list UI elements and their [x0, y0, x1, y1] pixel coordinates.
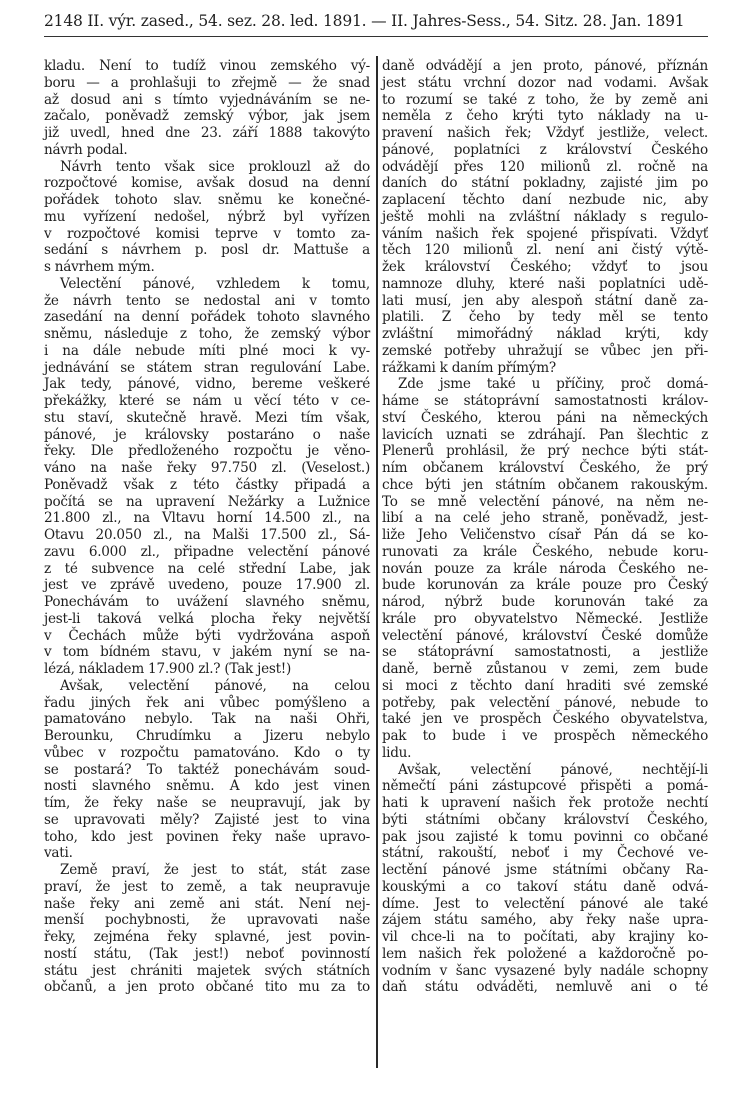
text-line: Velectění pánové, vzhledem k tomu,: [60, 275, 370, 292]
text-line: státní, rakouští, neboť i my Čechové ve-: [382, 845, 708, 862]
text-line: ností státu, (Tak jest!) neboť povinností: [44, 945, 370, 962]
text-line: Avšak, velectění pánové, na celou: [60, 677, 370, 694]
text-line: Berounku, Chrudímku a Jizeru nebylo: [44, 728, 370, 744]
text-line: v tom bídném stavu, v jakém nyní se na-: [44, 644, 370, 661]
text-line: Jak tedy, pánové, vidno, bereme veškeré: [44, 376, 370, 393]
text-line: háme se státoprávní samostatnosti králov-: [382, 393, 708, 409]
text-line: pak jsou zajisté k tomu povinni co občané: [382, 828, 708, 845]
text-line: namnoze dluhy, které naši poplatníci udě-: [382, 275, 708, 292]
text-line: chce býti jen státním občanem rakouským.: [382, 476, 708, 493]
text-line: již uvedl, hned dne 23. září 1888 takovýto: [44, 125, 370, 141]
text-line: neměla z čeho krýti tyto náklady na u-: [382, 108, 708, 125]
text-line: žek království Českého; vždyť to jsou: [382, 259, 708, 275]
text-line: Plenerů prohlásil, že prý nechce býti stát-: [382, 443, 708, 460]
text-line: daně odvádějí a jen proto, pánové, příznán: [382, 58, 708, 74]
text-line: naše řeky ani země ani stát. Není nej-: [44, 895, 370, 912]
text-line: řadu jiných řek ani vůbec pomýšleno a: [44, 694, 370, 711]
text-line: velectění pánové, království České domůže: [382, 627, 708, 644]
text-line: toho, kdo jest povinen řeky naše upravo-: [44, 828, 370, 845]
text-line: zájem státu samého, aby řeky naše upra-: [382, 912, 708, 929]
text-line: jednávání se státem stran regulování Labe.: [44, 359, 370, 376]
text-line: se státoprávní samostatnosti, a jestliže: [382, 644, 708, 661]
text-line: potřeby, pak velectění pánové, nebude to: [382, 694, 708, 711]
text-line: sedání s návrhem p. posl dr. Mattuše a: [44, 242, 370, 259]
text-line: zemské potřeby uhražují se vůbec jen při-: [382, 342, 708, 359]
right-column: [382, 58, 708, 996]
text-line: překážky, které se nám u věcí této v ce-: [44, 393, 370, 409]
text-line: Ponechávám to uvážení slavného sněmu,: [44, 594, 370, 610]
text-line: Návrh tento však sice proklouzl až do: [60, 158, 370, 175]
text-line: počítá se na upravení Nežárky a Lužnice: [44, 493, 370, 510]
text-line: rážkami k daním přímým?: [382, 359, 556, 376]
text-line: libí a na celé jeho straně, poněvadž, jest-: [382, 510, 708, 527]
text-line: si moci z těchto daní hraditi své zemské: [382, 677, 708, 694]
text-line: Země praví, že jest to stát, stát zase: [60, 862, 370, 878]
text-line: vati.: [44, 845, 73, 862]
text-line: také jen ve prospěch Českého obyvatelstva,: [382, 711, 708, 728]
text-line: jest ve zprávě uvedeno, pouze 17.900 zl.: [44, 577, 370, 594]
text-line: zasedání na denní pořádek tohoto slavného: [44, 309, 370, 326]
text-line: ním občanem království Českého, že prý: [382, 460, 708, 476]
text-line: zaplacení těchto daní nezbude nic, aby: [382, 192, 708, 208]
text-line: zvláštní mimořádný náklad krýti, kdy: [382, 326, 708, 342]
text-line: menší pochybnosti, že upravovati naše: [44, 912, 370, 929]
text-line: řeky. Dle předloženého rozpočtu je věno-: [44, 443, 370, 460]
text-line: bude korunován za krále pouze pro Český: [382, 577, 708, 594]
text-line: až dosud ani s tímto vyjednáváním se ne-: [44, 91, 370, 108]
text-line: váno na naše řeky 97.750 zl. (Veselost.): [44, 460, 370, 476]
column-divider: [376, 56, 378, 1068]
text-line: zavu 6.000 zl., připadne velectění pánové: [44, 543, 370, 560]
text-line: z té subvence na celé střední Labe, jak: [44, 560, 370, 577]
text-line: pánové, je královsky postaráno o naše: [44, 426, 370, 443]
header-czech: 2148 II. výr. zased., 54. sez. 28. led. 1891.: [44, 12, 367, 30]
text-line: návrh podal.: [44, 141, 128, 158]
left-column: [44, 58, 370, 996]
text-line: lézá, nákladem 17.900 zl.? (Tak jest!): [44, 661, 292, 677]
text-line: státu jest chrániti majetek svých státních: [44, 962, 370, 979]
text-line: jest státu vrchní dozor nad vodami. Avšak: [382, 74, 708, 91]
text-line: díme. Jest to velectění pánové ale také: [382, 895, 708, 912]
text-line: se postará? To taktéž ponechávám soud-: [44, 761, 370, 778]
text-line: lavicích uznati se zdráhají. Pan šlechtic z: [382, 426, 708, 443]
text-line: nován pouze za krále národa Českého ne-: [382, 560, 708, 577]
text-line: odvádějí přes 120 milionů zl. ročně na: [382, 158, 708, 175]
text-line: daň státu odváděti, nemluvě ani o té: [382, 979, 708, 996]
text-line: těch 120 milionů zl. není ani čistý výtě-: [382, 242, 708, 259]
text-line: mu vyřízení nedošel, nýbrž byl vyřízen: [44, 208, 370, 225]
text-line: ství Českého, kterou páni na německých: [382, 409, 708, 426]
text-line: vodním v šanc vysazené byly nadále schopny: [382, 962, 708, 979]
text-line: liže Jeho Veličenstvo císař Pán dá se ko-: [382, 527, 708, 543]
text-line: Avšak, velectění pánové, nechtějí-li: [398, 761, 708, 778]
text-line: lem našich řek položené a každoročně po-: [382, 945, 708, 962]
text-line: pak to bude i ve prospěch německého: [382, 728, 708, 744]
text-line: pravení našich řek; Vždyť jestliže, velect.: [382, 125, 708, 141]
text-line: pamatováno nebylo. Tak na naši Ohři,: [44, 711, 370, 728]
text-line: pořádek tohoto slav. sněmu ke konečné-: [44, 192, 370, 208]
text-line: se upravovati měly? Zajisté jest to vina: [44, 811, 370, 828]
text-line: vil chce-li na to počítati, aby krajiny ko-: [382, 929, 708, 945]
text-line: hati k upravení našich řek protože nechtí: [382, 795, 708, 811]
text-line: občanů, a jen proto občané tito mu za to: [44, 979, 370, 996]
text-line: začalo, poněvadž zemský výbor, jak jsem: [44, 108, 370, 125]
text-line: němečtí páni zástupcové přispěti a pomá-: [382, 778, 708, 795]
text-line: boru — a prohlašuji to zřejmě — že snad: [44, 74, 370, 91]
text-line: lectění pánové jsme státními občany Ra-: [382, 862, 708, 878]
text-line: v Čechách může býti vydržována aspoň: [44, 627, 370, 644]
header-german: II. Jahres-Sess., 54. Sitz. 28. Jan. 1891: [391, 12, 685, 30]
text-line: váním našich řek spojené přispívati. Vždyť: [382, 225, 708, 242]
text-line: kouskými a co takoví státu daně odvá-: [382, 878, 708, 895]
text-line: praví, že jest to země, a tak neupravuje: [44, 878, 370, 895]
text-line: krále pro obyvatelstvo Německé. Jestliže: [382, 610, 708, 627]
text-line: platili. Z čeho by tedy měl se tento: [382, 309, 708, 326]
text-line: i na dále nebude míti plné moci k vy-: [44, 342, 370, 359]
header-separator: —: [371, 12, 387, 30]
text-line: řeky, zejména řeky splavné, jest povin-: [44, 929, 370, 945]
text-line: stu staví, skutečně hravě. Mezi tím však,: [44, 409, 370, 426]
text-line: 21.800 zl., na Vltavu horní 14.500 zl., na: [44, 510, 370, 527]
text-line: že návrh tento se nedostal ani v tomto: [44, 292, 370, 309]
text-line: Otavu 20.050 zl., na Malši 17.500 zl., Sá-: [44, 527, 370, 543]
text-line: runovati za krále Českého, nebude koru-: [382, 543, 708, 560]
text-line: To se mně velectění pánové, na něm ne-: [382, 493, 708, 510]
text-line: ještě mohli na zvláštní náklady s regulo-: [382, 208, 708, 225]
text-line: rozpočtové komise, avšak dosud na denní: [44, 175, 370, 192]
text-line: daních do státní pokladny, zajisté jim po: [382, 175, 708, 192]
text-line: pánové, poplatníci z království Českého: [382, 141, 708, 158]
text-line: lati musí, jen aby alespoň státní daně za-: [382, 292, 708, 309]
text-line: to rozumí se také z toho, že by země ani: [382, 91, 708, 108]
text-line: tím, že řeky naše se neupravují, jak by: [44, 795, 370, 811]
text-line: nosti slavného sněmu. A kdo jest vinen: [44, 778, 370, 795]
text-line: Poněvadž však z této částky připadá a: [44, 476, 370, 493]
text-line: kladu. Není to tudíž vinou zemského vý-: [44, 58, 370, 74]
text-line: býti státními občany království Českého,: [382, 811, 708, 828]
text-line: jest-li taková velká plocha řeky největší: [44, 610, 370, 627]
text-line: národ, nýbrž bude korunován také za: [382, 594, 708, 610]
text-line: vůbec v rozpočtu pamatováno. Kdo o ty: [44, 744, 370, 761]
text-line: sněmu, následuje z toho, že zemský výbor: [44, 326, 370, 342]
text-line: s návrhem mým.: [44, 259, 155, 275]
text-line: Zde jsme také u příčiny, proč domá-: [398, 376, 708, 393]
text-line: v rozpočtové komisi teprve v tomto za-: [44, 225, 370, 242]
text-line: lidu.: [382, 744, 412, 761]
text-line: daně, berně zůstanou v zemi, zem bude: [382, 661, 708, 677]
page-header: [44, 6, 708, 37]
